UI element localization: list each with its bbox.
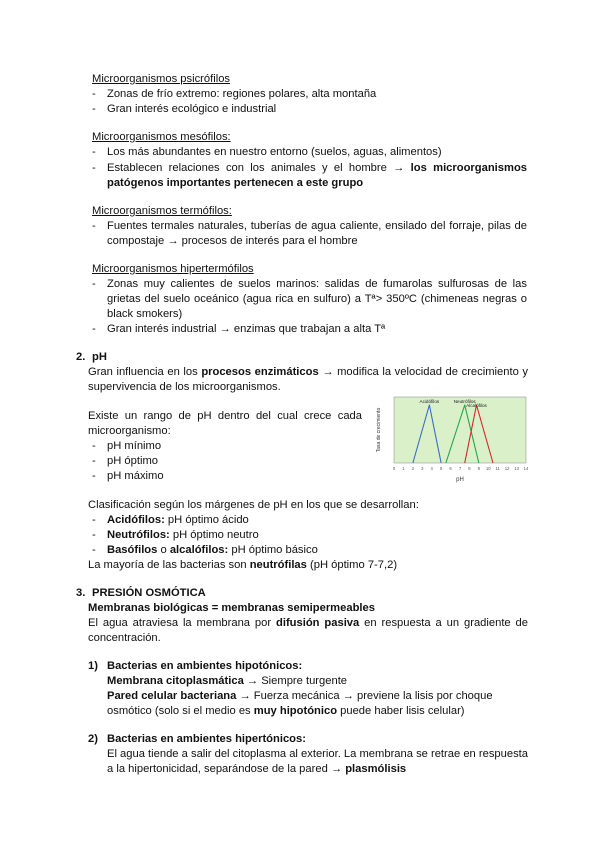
paragraph: Clasificación según los márgenes de pH en los que se desarrollan: [88,499,419,511]
bullet-dash: - [92,88,96,100]
x-tick-label: 3 [421,466,424,471]
section-number: 3. [76,587,86,599]
section-title-termofilos: Microorganismos termófilos: [92,205,232,217]
list-item-continuation: compostaje → procesos de interés para el hombre [107,235,358,247]
paragraph: Pared celular bacteriana → Fuerza mecánica → previene la lisis por choque [107,690,493,702]
paragraph-continuation: osmótico (solo si el medio es muy hipotónico puede haber lisis celular) [107,705,465,717]
bullet-dash: - [92,323,96,335]
x-tick-label: 8 [468,466,471,471]
paragraph: El agua tiende a salir del citoplasma al exterior. La membrana se retrae en respuesta [107,748,529,760]
bullet-dash: - [92,455,96,467]
list-number: 2) [88,733,98,745]
section-heading-ph: pH [92,351,107,363]
bullet-dash: - [92,544,96,556]
list-item: pH máximo [107,470,164,482]
bullet-dash: - [92,440,96,452]
list-item: Basófilos o alcalófilos: pH óptimo básico [107,544,318,556]
x-tick-label: 5 [439,466,443,471]
section-heading-presion-osmotica: PRESIÓN OSMÓTICA [92,587,206,599]
list-item: Establecen relaciones con los animales y el hombre → los microorganismos [107,162,528,174]
x-tick-label: 0 [392,466,396,471]
ph-growth-chart [372,393,530,485]
x-tick-label: 12 [504,466,510,471]
list-number: 1) [88,660,98,672]
section-title-hipertermofilos: Microorganismos hipertermófilos [92,263,254,275]
series-label-1: Acidófilos [419,399,440,404]
x-tick-label: 10 [485,466,491,471]
list-item: Neutrófilos: pH óptimo neutro [107,529,259,541]
x-tick-label: 4 [430,466,433,471]
bullet-dash: - [92,278,96,290]
section-title-psicrofilos: Microorganismos psicrófilos [92,73,231,85]
paragraph-continuation: supervivencia de los microorganismos. [88,381,281,393]
y-axis-label: Tasa de crecimiento [376,407,382,453]
series-label-3: Alcalófilos [466,403,487,408]
x-tick-label: 1 [402,466,405,471]
section-number: 2. [76,351,86,363]
plot-area [394,397,526,463]
x-tick-label: 7 [458,466,462,471]
list-item: Fuentes termales naturales, tuberías de agua caliente, ensilado del forraje, pilas de [107,220,527,232]
paragraph: Membrana citoplasmática → Siempre turgente [107,675,348,687]
list-item-continuation: grietas del suelo oceánico (agua rica en sulfuro) a Tª> 350ºC (chimeneas negras o [107,293,527,305]
subheading-hipertonicos: Bacterias en ambientes hipertónicos: [107,733,306,745]
bullet-dash: - [92,470,96,482]
bullet-dash: - [92,529,96,541]
bullet-dash: - [92,103,96,115]
subheading: Membranas biológicas = membranas semipermeables [88,602,375,614]
bullet-dash: - [92,146,96,158]
paragraph: Existe un rango de pH dentro del cual crece cada [88,410,362,422]
x-axis-label: pH [456,477,464,483]
paragraph: La mayoría de las bacterias son neutrófilas (pH óptimo 7-7,2) [88,559,398,571]
paragraph-continuation: microorganismo: [88,425,171,437]
list-item: pH óptimo [107,455,158,467]
list-item: Gran interés ecológico e industrial [107,103,277,115]
list-item: pH mínimo [107,440,162,452]
paragraph: Gran influencia en los procesos enzimáticos → modifica la velocidad de crecimiento y [88,366,528,378]
list-item-continuation: black smokers) [107,308,183,320]
bullet-dash: - [92,162,96,174]
x-tick-label: 9 [477,466,481,471]
bullet-dash: - [92,220,96,232]
x-tick-label: 13 [514,466,519,471]
paragraph-continuation: a la hipertonicidad, separándose de la pared → plasmólisis [107,763,407,775]
list-item: Acidófilos: pH óptimo ácido [107,514,249,526]
subheading-hipotonicos: Bacterias en ambientes hipotónicos: [107,660,303,672]
series-label-2: Neutrófilos [453,399,476,404]
paragraph: El agua atraviesa la membrana por difusión pasiva en respuesta a un gradiente de [88,617,529,629]
paragraph-continuation: concentración. [88,632,161,644]
x-tick-label: 14 [523,466,529,471]
list-item-continuation: patógenos importantes pertenecen a este grupo [107,177,364,189]
bullet-dash: - [92,514,96,526]
list-item: Gran interés industrial → enzimas que trabajan a alta Tª [107,323,386,335]
section-title-mesofilos: Microorganismos mesófilos: [92,131,231,143]
list-item: Los más abundantes en nuestro entorno (suelos, aguas, alimentos) [107,146,442,158]
x-tick-label: 11 [495,466,500,471]
list-item: Zonas muy calientes de suelos marinos: salidas de fumarolas sulfurosas de las [107,278,527,290]
x-tick-label: 6 [449,466,452,471]
x-tick-label: 2 [411,466,415,471]
list-item: Zonas de frío extremo: regiones polares, alta montaña [107,88,377,100]
